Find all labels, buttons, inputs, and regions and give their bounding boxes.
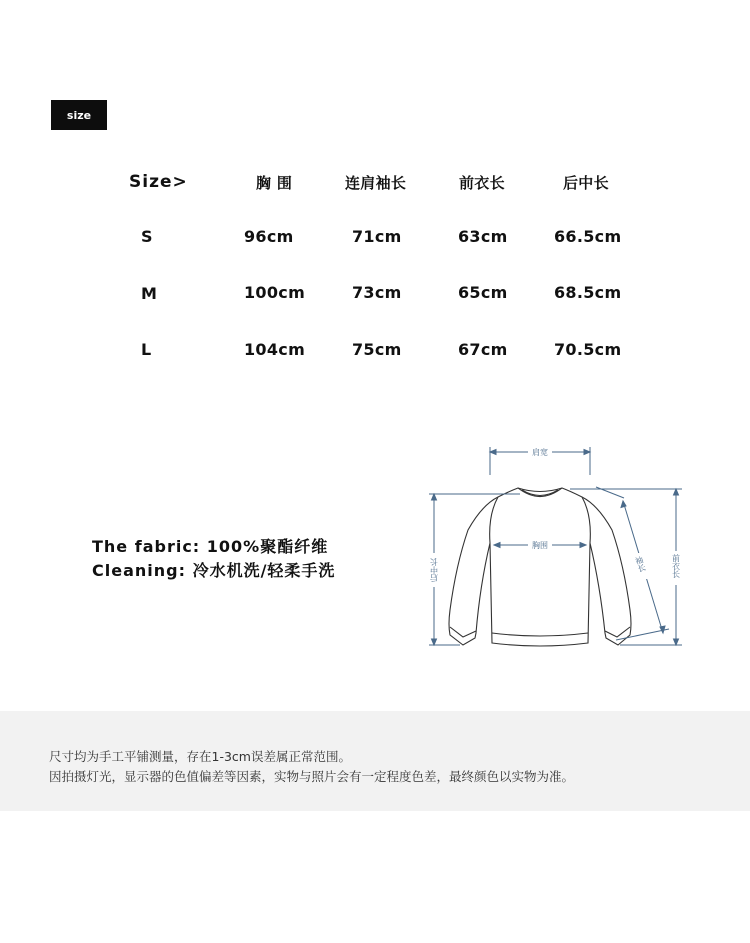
- front-length-value: 63cm: [458, 227, 508, 246]
- header-size: Size>: [129, 172, 188, 192]
- front-length-value: 65cm: [458, 283, 508, 302]
- note-measurement: 尺寸均为手工平铺测量，存在1-3cm误差属正常范围。: [49, 749, 351, 764]
- measurement-diagram: [420, 435, 690, 659]
- back-length-value: 68.5cm: [554, 283, 622, 302]
- size-tag: size: [51, 100, 107, 130]
- notes-panel: [0, 711, 750, 811]
- sleeve-value: 73cm: [352, 283, 402, 302]
- fabric-cleaning: Cleaning: 冷水机洗/轻柔手洗: [92, 561, 336, 580]
- front-length-label: 前衣长: [671, 554, 681, 578]
- size-label: M: [141, 284, 158, 303]
- sweatshirt-outline: [449, 488, 631, 646]
- sleeve-value: 71cm: [352, 227, 402, 246]
- sleeve-value: 75cm: [352, 340, 402, 359]
- front-length-value: 67cm: [458, 340, 508, 359]
- note-color: 因拍摄灯光，显示器的色值偏差等因素，实物与照片会有一定程度色差，最终颜色以实物为准。: [49, 769, 575, 784]
- header-sleeve-length: 连肩袖长: [345, 174, 407, 192]
- chest-value: 96cm: [244, 227, 294, 246]
- sweatshirt-diagram: [420, 435, 690, 655]
- back-length-value: 70.5cm: [554, 340, 622, 359]
- sleeve-label: 袖长: [633, 555, 648, 574]
- shoulder-label: 肩宽: [532, 448, 548, 457]
- measurement-lines: [429, 447, 682, 645]
- back-length-value: 66.5cm: [554, 227, 622, 246]
- chest-value: 100cm: [244, 283, 306, 302]
- header-front-length: 前衣长: [459, 174, 505, 192]
- size-label: S: [141, 227, 153, 246]
- chest-value: 104cm: [244, 340, 306, 359]
- fabric-material: The fabric: 100%聚酯纤维: [92, 537, 329, 556]
- back-length-label: 后中长: [429, 558, 439, 582]
- chest-label: 胸围: [532, 541, 548, 550]
- size-label: L: [141, 340, 152, 359]
- header-back-length: 后中长: [563, 174, 609, 192]
- header-chest: 胸 围: [256, 174, 293, 192]
